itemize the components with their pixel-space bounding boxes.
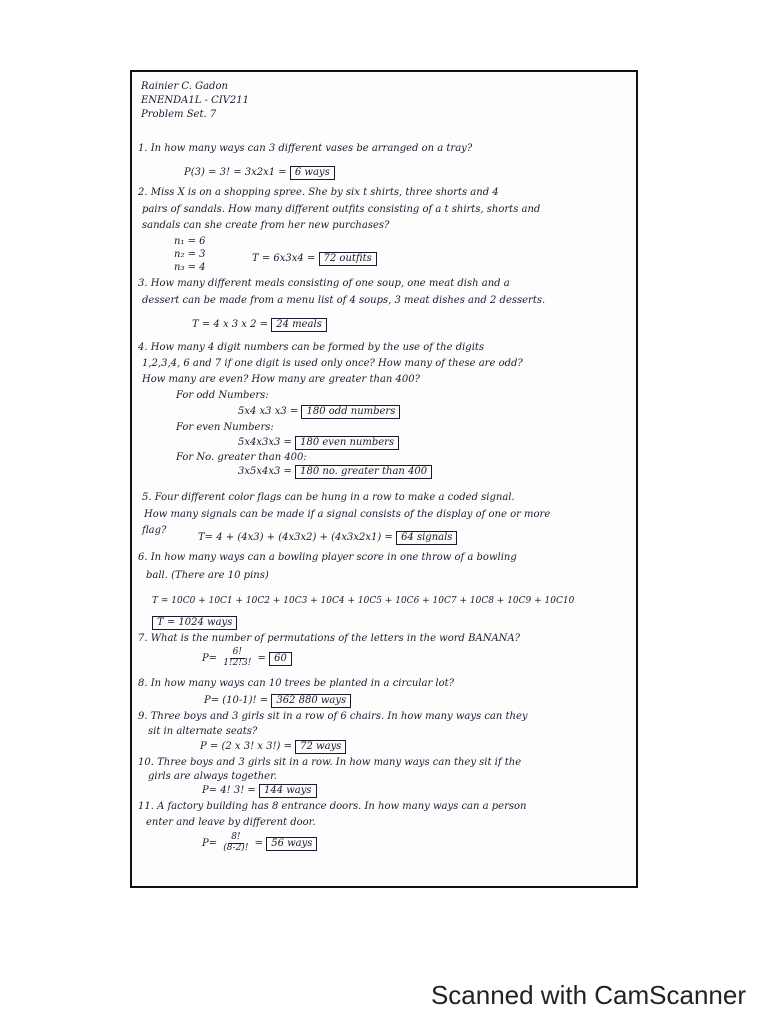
problem-3-work: T = 4 x 3 x 2 = [192,319,269,330]
problem-10-question-line2: girls are always together. [148,771,277,782]
problem-11-fraction [220,833,251,854]
problem-9-question-line2: sit in alternate seats? [148,726,258,737]
problem-6-work: T = 10C0 + 10C1 + 10C2 + 10C3 + 10C4 + 10C5 + 10C6 + 10C7 + 10C8 + 10C9 + 10C10 [152,596,575,606]
problem-8-solution [204,694,351,708]
problem-5-answer: 64 signals [396,531,457,545]
camscanner-watermark: Scanned with CamScanner [430,980,746,1010]
problem-4-question-line2: 1,2,3,4, 6 and 7 if one digit is used only once? How many of these are odd? [142,358,523,369]
problem-2-n3: n₃ = 4 [174,262,206,273]
problem-4-gt-answer: 180 no. greater than 400 [295,465,432,479]
problem-5-work: T= 4 + (4x3) + (4x3x2) + (4x3x2x1) = [198,532,393,543]
problem-1-solution [184,166,335,180]
problem-11-answer: 56 ways [266,837,317,851]
problem-2-question-line1: 2. Miss X is on a shopping spree. She by six t shirts, three shorts and 4 [138,187,499,198]
problem-4-question-line3: How many are even? How many are greater than 400? [142,374,420,385]
problem-3-solution [192,318,327,332]
problem-1-work: P(3) = 3! = 3x2x1 = [184,167,287,178]
problem-7-lhs: P= [202,652,218,664]
problem-3-answer: 24 meals [271,318,327,332]
problem-11-lhs: P= [202,837,218,849]
problem-4-odd-answer: 180 odd numbers [301,405,400,419]
student-name: Rainier C. Gadon [141,81,228,92]
problem-9-work: P = (2 x 3! x 3!) = [200,741,292,752]
problem-10-solution [202,784,317,798]
problem-4-even-work: 5x4x3x3 = [238,437,292,448]
answer-sheet [130,70,638,888]
problem-4-gt-solution [238,465,432,479]
problem-4-gt-label: For No. greater than 400: [176,452,307,463]
problem-7-equals: = [257,652,266,664]
problem-4-odd-work: 5x4 x3 x3 = [238,406,299,417]
problem-9-question-line1: 9. Three boys and 3 girls sit in a row of 6 chairs. In how many ways can they [138,711,528,722]
problem-3-question-line2: dessert can be made from a menu list of 4 soups, 3 meat dishes and 2 desserts. [142,295,546,306]
problem-9-answer: 72 ways [295,740,346,754]
problem-7-answer: 60 [269,652,292,666]
problem-6-answer: T = 1024 ways [152,616,237,630]
course-code: ENENDA1L - CIV211 [141,95,249,106]
problem-3-question-line1: 3. How many different meals consisting of one soup, one meat dish and a [138,278,510,289]
problem-4-even-solution [238,436,399,450]
problem-11-numerator: 8! [228,833,243,844]
problem-8-work: P= (10-1)! = [204,695,269,706]
problem-7-solution [202,648,292,669]
problem-8-question: 8. In how many ways can 10 trees be planted in a circular lot? [138,678,455,689]
problem-2-question-line3: sandals can she create from her new purchases? [142,220,390,231]
problem-10-question-line1: 10. Three boys and 3 girls sit in a row. In how many ways can they sit if the [138,757,522,768]
problem-1-answer: 6 ways [290,166,335,180]
problem-5-question-line1: 5. Four different color flags can be hung in a row to make a coded signal. [142,492,515,503]
problem-4-gt-work: 3x5x4x3 = [238,466,292,477]
problem-2-answer: 72 outfits [319,252,377,266]
problem-4-even-answer: 180 even numbers [295,436,399,450]
problem-7-numerator: 6! [230,648,245,659]
problem-2-n1: n₁ = 6 [174,236,206,247]
problem-10-answer: 144 ways [259,784,317,798]
problem-2-solution [252,252,377,266]
problem-11-solution [202,833,317,854]
problem-4-question-line1: 4. How many 4 digit numbers can be formed by the use of the digits [138,342,485,353]
problem-5-question-line2: How many signals can be made if a signal consists of the display of one or more [144,509,551,520]
problem-6-question-line2: ball. (There are 10 pins) [146,570,269,581]
problem-11-question-line2: enter and leave by different door. [146,817,316,828]
problem-7-denominator: 1!2!3! [223,657,252,668]
problem-11-equals: = [254,837,264,849]
problem-1-question: 1. In how many ways can 3 different vases be arranged on a tray? [138,143,473,154]
problem-5-question-line3: flag? [142,525,167,536]
problem-10-work: P= 4! 3! = [202,785,256,796]
problem-2-question-line2: pairs of sandals. How many different outfits consisting of a t shirts, shorts and [142,204,541,215]
problem-2-work: T = 6x3x4 = [252,253,316,264]
problem-7-fraction [220,648,254,669]
problem-4-even-label: For even Numbers: [176,422,274,433]
problem-11-denominator: (8-2)! [223,842,249,853]
problem-7-question: 7. What is the number of permutations of the letters in the word BANANA? [138,633,521,644]
problem-4-odd-label: For odd Numbers: [176,390,269,401]
problem-8-answer: 362 880 ways [271,694,351,708]
problem-6-solution [152,616,237,630]
problem-5-solution [198,531,457,545]
problem-4-odd-solution [238,405,400,419]
problem-2-n2: n₂ = 3 [174,249,206,260]
problem-6-question-line1: 6. In how many ways can a bowling player score in one throw of a bowling [138,552,517,563]
problem-9-solution [200,740,346,754]
problem-set-title: Problem Set. 7 [141,109,217,120]
problem-11-question-line1: 11. A factory building has 8 entrance doors. In how many ways can a person [138,801,527,812]
